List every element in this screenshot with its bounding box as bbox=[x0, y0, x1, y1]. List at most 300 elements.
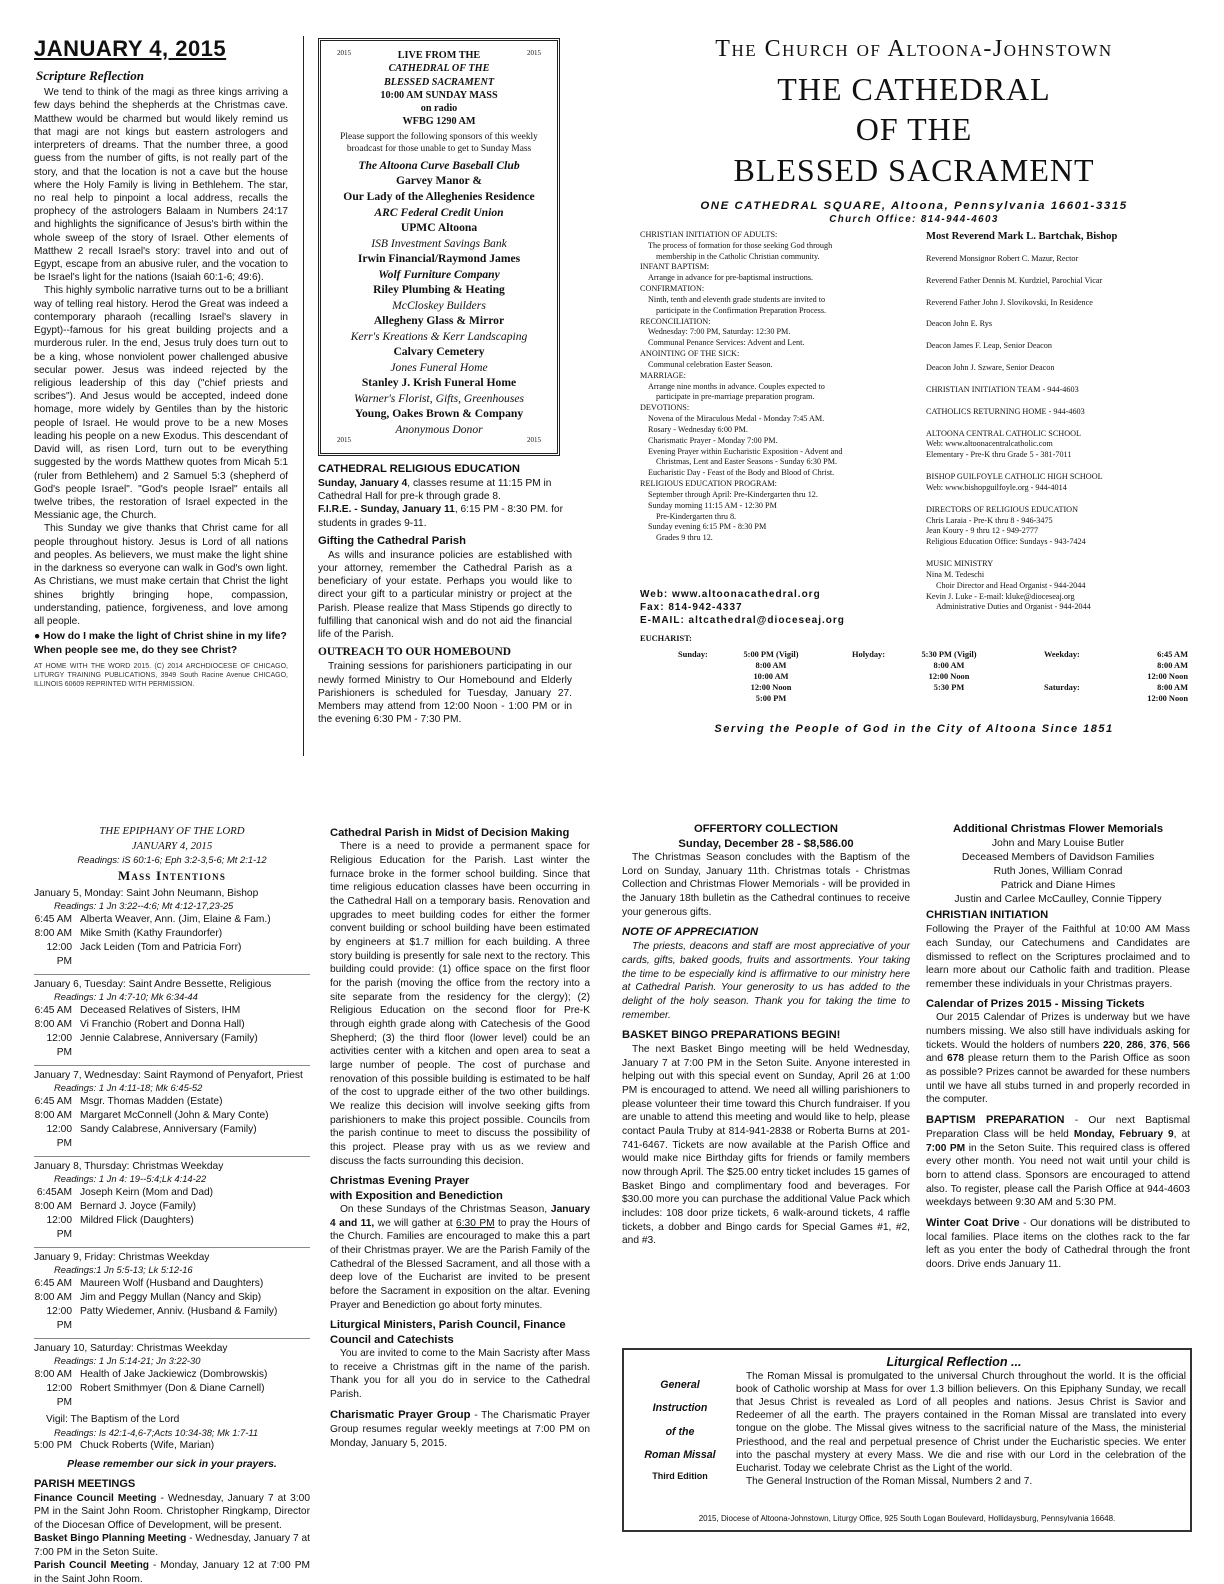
info-heading: ANOINTING OF THE SICK: bbox=[640, 349, 740, 359]
bingo-title: BASKET BINGO PREPARATIONS BEGIN! bbox=[622, 1029, 841, 1042]
info-heading: CHRISTIAN INITIATION OF ADULTS: bbox=[640, 230, 778, 239]
fax-number: Fax: 814-942-4337 bbox=[640, 602, 743, 613]
staff-line: Deacon John E. Rys bbox=[926, 319, 993, 329]
liturgical-source: The General Instruction of the Roman Missal, Numbers 2 and 7. bbox=[746, 1475, 1033, 1487]
info-line: The process of formation for those seeking God through bbox=[648, 240, 833, 250]
intention-text: Jim and Peggy Mullan (Nancy and Skip) bbox=[80, 1291, 262, 1303]
initiation-text: Following the Prayer of the Faithful at 10:00 AM Mass each Sunday, our Catechumens and Candidates are dismissed to reflect on the Scriptures proclaimed and to learn more about our Catholic faith and tradition. Please remember these individuals in your Christmas prayers. bbox=[926, 924, 1190, 990]
intention-day: January 9, Friday: Christmas Weekday bbox=[34, 1251, 210, 1263]
cathedral-name: OF THE bbox=[855, 111, 973, 148]
charismatic-text bbox=[330, 1408, 590, 1450]
coat-drive-title: Winter Coat Drive bbox=[926, 1216, 1020, 1229]
relig-ed-date: Sunday, January 4 bbox=[318, 477, 408, 489]
parish-notices-column bbox=[318, 462, 572, 727]
info-line: Communal celebration Easter Season. bbox=[648, 359, 773, 369]
baptism-text bbox=[926, 1113, 1190, 1210]
office-phone: Church Office: 814-944-4603 bbox=[829, 214, 999, 226]
intention-row bbox=[34, 1123, 310, 1152]
contact-block bbox=[640, 588, 845, 627]
staff-line: Deacon John J. Szware, Senior Deacon bbox=[926, 363, 1055, 373]
staff-group bbox=[926, 298, 1194, 309]
text-run: Our 2015 Calendar of Prizes is underway but we have numbers missing. We also still have individuals asking for tickets. Would the holders of numbers bbox=[926, 1012, 1190, 1051]
flower-name: Deceased Members of Davidson Families bbox=[961, 851, 1155, 863]
sacraments-info bbox=[640, 230, 918, 544]
mass-time: 8:00 AM bbox=[34, 1109, 72, 1121]
staff-line: DIRECTORS OF RELIGIOUS EDUCATION bbox=[926, 504, 1079, 514]
staff-group bbox=[926, 276, 1194, 287]
meeting-item bbox=[34, 1532, 310, 1559]
mass-time: 6:45 AM bbox=[34, 1277, 72, 1289]
staff-line: Jean Koury - 9 thru 12 - 949-2777 bbox=[926, 526, 1039, 536]
intention-day: January 10, Saturday: Christmas Weekday bbox=[34, 1342, 228, 1354]
ministers-text: You are invited to come to the Main Sacristy after Mass to receive a Christmas gift in the name of the parish. Thank you for all you do in service to the Cathedral Parish. bbox=[330, 1348, 590, 1401]
day-readings: Readings:1 Jn 5:5-13; Lk 5:12-16 bbox=[54, 1264, 193, 1276]
mass-time: 8:00 AM bbox=[933, 660, 965, 670]
intention-row bbox=[34, 1291, 310, 1305]
serving-tagline: Serving the People of God in the City of Altoona Since 1851 bbox=[714, 723, 1114, 735]
liturgical-reflection-box bbox=[622, 1348, 1192, 1532]
info-line: Charismatic Prayer - Monday 7:00 PM. bbox=[648, 435, 778, 445]
decision-title: Cathedral Parish in Midst of Decision Making bbox=[330, 827, 570, 839]
staff-group bbox=[926, 385, 1194, 396]
intention-text: Patty Wiedemer, Anniv. (Husband & Family) bbox=[80, 1306, 278, 1318]
meeting-text: - Monday, January 12 at 7:00 PM in the Saint John Room. bbox=[34, 1560, 310, 1584]
sponsor-name: Garvey Manor & bbox=[395, 174, 483, 188]
feast-date: JANUARY 4, 2015 bbox=[131, 840, 213, 853]
broadcast-line: BLESSED SACRAMENT bbox=[383, 76, 495, 88]
info-line: participate in the Confirmation Preparation Process. bbox=[656, 305, 827, 315]
info-heading: RELIGIOUS EDUCATION PROGRAM: bbox=[640, 479, 777, 489]
mass-intentions-column bbox=[34, 824, 310, 1584]
address: ONE CATHEDRAL SQUARE, Altoona, Pennsylvania 16601-3315 bbox=[700, 200, 1128, 213]
reflection-paragraph: We tend to think of the magi as three kings arriving a few days behind the shepherds at the Christmas cave. Matthew would be charmed but would likely remind us that magi are not kings but eastern astrologers and interpreters of dreams. That the number three, a good guess from the number of gifts, is not really part of the story, and that the location is not a cave but the house where the Holy Family is living in Bethlehem. The star, no real help to pinpoint a local address, recalls the prophecy of the astrologers Balaam in Numbers 24:17 and highlights the significance of Jesus's birth within the whole sweep of the story of Israel. Other elements of Matthew 2 recall Israel's story: travel into and out of Egypt, escape from an abusive ruler, and the vocation to be Israel's light for the nations (Isaiah 60:1-6; 49:6). bbox=[34, 87, 288, 284]
info-line: Eucharistic Day - Feast of the Body and Blood of Christ. bbox=[648, 468, 835, 478]
flower-name: Ruth Jones, William Conrad bbox=[993, 865, 1123, 877]
year-mark: 2015 bbox=[337, 49, 351, 57]
intention-text: Health of Jake Jackiewicz (Dombrowskis) bbox=[80, 1368, 268, 1380]
sponsor-name: Kerr's Kreations & Kerr Landscaping bbox=[350, 329, 528, 343]
staff-group bbox=[926, 407, 1194, 418]
ticket-number: 220 bbox=[1103, 1039, 1121, 1051]
initiation-title: CHRISTIAN INITIATION bbox=[926, 909, 1049, 922]
mass-time: 6:45 AM bbox=[1157, 650, 1188, 659]
mass-time: 8:00 AM bbox=[34, 927, 72, 939]
feast-readings: Readings: iS 60:1-6; Eph 3:2-3,5-6; Mt 2:1-12 bbox=[77, 854, 267, 866]
info-line: Sunday evening 6:15 PM - 8:30 PM bbox=[648, 522, 767, 532]
staff-line: Reverend Monsignor Robert C. Mazur, Rector bbox=[926, 253, 1079, 263]
intention-row bbox=[34, 1305, 310, 1334]
feast-title: THE EPIPHANY OF THE LORD bbox=[99, 825, 245, 837]
staff-line: Choir Director and Head Organist - 944-2044 bbox=[936, 580, 1086, 590]
meetings-list bbox=[34, 1492, 310, 1584]
reflection-paragraph: This Sunday we give thanks that Christ came for all people throughout history. Jesus is Lord of all nations and peoples. As believers, we must make the light shine in the darkness so everyone can walk in God's own light. As Christians, we must make certain that Christ the light shines brightly bringing hope, compassion, understanding, patience, forgiveness, and love among all people. bbox=[34, 523, 288, 627]
meeting-text: - Wednesday, January 7 at 7:00 PM in the Seton Suite. bbox=[34, 1533, 310, 1558]
info-line: Communal Penance Services: Advent and Lent. bbox=[648, 338, 805, 348]
intention-row bbox=[34, 927, 310, 941]
ticket-number: 286 bbox=[1126, 1039, 1144, 1051]
scripture-reflection-title: Scripture Reflection bbox=[36, 68, 144, 84]
intention-row bbox=[34, 1095, 310, 1109]
day-readings: Readings: 1 Jn 3:22--4:6; Mt 4:12-17,23-25 bbox=[54, 900, 234, 912]
sponsor-name: ARC Federal Credit Union bbox=[374, 205, 504, 219]
sponsor-name: Allegheny Glass & Mirror bbox=[373, 314, 505, 328]
text-run: January 4 and 11, bbox=[330, 1204, 590, 1229]
mass-time: 5:00 PM bbox=[755, 693, 787, 703]
intention-row bbox=[34, 941, 310, 970]
outreach-title: OUTREACH TO OUR HOMEBOUND bbox=[318, 646, 511, 659]
staff-line: MUSIC MINISTRY bbox=[926, 559, 994, 569]
meeting-text: - Wednesday, January 7 at 3:00 PM in the Saint John Room. Christopher Ringkamp, Director of the Diocesan Office of Development, will be present. bbox=[34, 1492, 311, 1531]
info-line: participate in pre-marriage preparation program. bbox=[656, 392, 815, 402]
intention-row bbox=[34, 1439, 310, 1453]
broadcast-line: 10:00 AM SUNDAY MASS bbox=[380, 89, 498, 101]
flowers-title: Additional Christmas Flower Memorials bbox=[952, 823, 1164, 835]
broadcast-line: LIVE FROM THE bbox=[397, 50, 481, 61]
meeting-item bbox=[34, 1559, 310, 1584]
staff-group bbox=[926, 472, 1194, 494]
intention-text: Sandy Calabrese, Anniversary (Family) bbox=[80, 1124, 257, 1136]
broadcast-line: WFBG 1290 AM bbox=[402, 116, 476, 128]
mass-time: 8:00 AM bbox=[34, 1200, 72, 1212]
ticket-number: 566 bbox=[1173, 1039, 1190, 1051]
day-readings: Readings: 1 Jn 4:11-18; Mk 6:45-52 bbox=[54, 1082, 203, 1094]
day-divider bbox=[34, 1156, 310, 1157]
intention-text: Joseph Keirn (Mom and Dad) bbox=[80, 1186, 214, 1198]
info-line: membership in the Catholic Christian community. bbox=[656, 251, 820, 261]
info-heading: DEVOTIONS: bbox=[640, 403, 690, 413]
web-link[interactable]: Web: www.altoonacathedral.org bbox=[640, 589, 821, 600]
sponsor-name: McCloskey Builders bbox=[392, 298, 486, 312]
liturgical-title: Liturgical Reflection ... bbox=[886, 1355, 1022, 1369]
relig-ed-date: F.I.R.E. - Sunday, January 11 bbox=[318, 504, 455, 516]
meeting-title: Parish Council Meeting bbox=[34, 1560, 150, 1572]
saturday-label: Saturday: bbox=[1044, 683, 1080, 692]
mass-time: 5:00 PM (Vigil) bbox=[743, 650, 799, 659]
mass-time: 12:00 PM bbox=[46, 1215, 72, 1241]
offertory-title: OFFERTORY COLLECTION bbox=[694, 823, 838, 835]
meetings-title: PARISH MEETINGS bbox=[34, 1478, 136, 1491]
staff-line: Web: www.bishopguilfoyle.org - 944-4014 bbox=[926, 482, 1067, 492]
mass-time: 12:00 PM bbox=[46, 1033, 72, 1059]
text-run: - Our donations will be distributed to local families. Place items on the clothes rack to the far left as you enter the body of Cathedral through the front doors. Drive ends January 11. bbox=[926, 1217, 1190, 1270]
column-divider bbox=[303, 36, 304, 756]
intention-row bbox=[34, 1186, 310, 1200]
info-line: Wednesday: 7:00 PM, Saturday: 12:30 PM. bbox=[648, 327, 791, 337]
offertory-text: The Christmas Season concludes with the Baptism of the Lord on Sunday, January 11th. Christmas totals - Christmas Collection and Christmas Flower Memorials - will be provided in the January 18th bulletin as the Cathedral continues to receive your generous gifts. bbox=[622, 852, 910, 918]
text-run: - Our next Baptismal Preparation Class will be held bbox=[926, 1115, 1190, 1140]
ministers-title: Liturgical Ministers, Parish Council, Finance Council and Catechists bbox=[330, 1319, 566, 1346]
intention-text: Margaret McConnell (John & Mary Conte) bbox=[80, 1109, 269, 1121]
mass-time: 12:00 Noon bbox=[750, 682, 792, 692]
intention-row bbox=[34, 1214, 310, 1243]
staff-line: CHRISTIAN INITIATION TEAM - 944-4603 bbox=[926, 384, 1079, 394]
info-line: Rosary - Wednesday 6:00 PM. bbox=[648, 424, 748, 434]
intention-text: Alberta Weaver, Ann. (Jim, Elaine & Fam.) bbox=[80, 913, 271, 925]
staff-group bbox=[926, 341, 1194, 352]
intention-text: Jennie Calabrese, Anniversary (Family) bbox=[80, 1033, 258, 1045]
staff-group bbox=[926, 363, 1194, 374]
meeting-title: Finance Council Meeting bbox=[34, 1492, 157, 1504]
eucharist-schedule bbox=[640, 634, 1190, 703]
side-line: General bbox=[660, 1379, 700, 1391]
mass-time: 12:00 Noon bbox=[928, 671, 970, 681]
flower-name: Patrick and Diane Himes bbox=[1000, 879, 1116, 891]
staff-line: Nina M. Tedeschi bbox=[926, 569, 985, 579]
relig-ed-text: , classes resume at 11:15 PM in Cathedral Hall for pre-k through grade 8. bbox=[318, 477, 552, 503]
mass-time: 6:45 AM bbox=[34, 1004, 72, 1016]
info-line: Arrange nine months in advance. Couples expected to bbox=[648, 381, 825, 391]
side-line: of the bbox=[665, 1425, 695, 1438]
announcements-column bbox=[926, 822, 1190, 1272]
text-run: please return them to the Parish Office as soon as possible? Prizes cannot be awarded for these numbers until we have all stubs turned in and properly recorded in the computer. bbox=[926, 1053, 1190, 1106]
info-line: Pre-Kindergarten thru 8. bbox=[656, 511, 737, 521]
staff-line: CATHOLICS RETURNING HOME - 944-4603 bbox=[926, 406, 1085, 416]
mass-time: 8:00 AM bbox=[1157, 683, 1188, 692]
side-line: Instruction bbox=[652, 1402, 708, 1415]
day-divider bbox=[34, 1338, 310, 1339]
intention-text: Jack Leiden (Tom and Patricia Forr) bbox=[80, 942, 242, 954]
vigil-readings: Readings: Is 42:1-4,6-7;Acts 10:34-38; Mk 1:7-11 bbox=[54, 1426, 259, 1438]
saturday-times bbox=[1092, 683, 1188, 705]
intention-day: January 7, Wednesday: Saint Raymond of Penyafort, Priest bbox=[34, 1069, 303, 1081]
relig-ed-text: , 6:15 PM - 8:30 PM. for students in grades 9-11. bbox=[318, 504, 563, 529]
mass-intentions-title: Mass Intentions bbox=[117, 867, 227, 883]
staff-line: Chris Laraia - Pre-K thru 8 - 946-3475 bbox=[926, 515, 1053, 525]
ticket-number: 376 bbox=[1149, 1039, 1167, 1051]
mass-time: 6:45 AM bbox=[34, 913, 72, 925]
year-mark: 2015 bbox=[527, 49, 541, 57]
intention-row bbox=[34, 1200, 310, 1214]
relig-ed-line bbox=[318, 477, 572, 504]
intention-text: Chuck Roberts (Wife, Marian) bbox=[80, 1440, 215, 1452]
mass-time: 8:00 AM bbox=[755, 660, 787, 670]
masthead bbox=[640, 34, 1188, 227]
mass-time: 6:45 AM bbox=[34, 1095, 72, 1107]
sponsor-name: Calvary Cemetery bbox=[393, 345, 485, 359]
text-run: , at bbox=[1173, 1128, 1190, 1140]
flower-name: John and Mary Louise Butler bbox=[991, 837, 1125, 849]
sponsor-list bbox=[327, 158, 551, 438]
staff-line: BISHOP GUILFOYLE CATHOLIC HIGH SCHOOL bbox=[926, 472, 1103, 482]
cathedral-name: BLESSED SACRAMENT bbox=[733, 151, 1095, 188]
question-text: How do I make the light of Christ shine in my life? When people see me, do they see Christ? bbox=[34, 631, 287, 656]
info-heading: MARRIAGE: bbox=[640, 370, 686, 380]
intention-text: Mike Smith (Kathy Fraundorfer) bbox=[80, 927, 223, 939]
sick-reminder: Please remember our sick in your prayers. bbox=[67, 1458, 277, 1470]
intention-row bbox=[34, 1382, 310, 1411]
intention-row bbox=[34, 1368, 310, 1382]
calendar-title: Calendar of Prizes 2015 - Missing Tickets bbox=[926, 997, 1145, 1010]
intention-day: January 8, Thursday: Christmas Weekday bbox=[34, 1160, 224, 1172]
intention-text: Deceased Relatives of Sisters, IHM bbox=[80, 1004, 241, 1016]
sponsor-name: The Altoona Curve Baseball Club bbox=[358, 158, 520, 172]
copyright-notice: AT HOME WITH THE WORD 2015. (C) 2014 ARCHDIOCESE OF CHICAGO, LITURGY TRAINING PUBLICATIONS, 3949 South Racine Avenue CHICAGO, ILLINOIS 60609 REPRINTED WITH PERMISSION. bbox=[34, 663, 288, 688]
mass-time: 8:00 AM bbox=[34, 1291, 72, 1303]
bulletin-date: JANUARY 4, 2015 bbox=[34, 36, 227, 61]
email-link[interactable]: E-MAIL: altcathedral@dioceseaj.org bbox=[640, 615, 845, 626]
weekday-times bbox=[1092, 650, 1188, 683]
staff-line: Deacon James F. Leap, Senior Deacon bbox=[926, 341, 1052, 351]
staff-group bbox=[926, 319, 1194, 330]
mass-time: 8:00 AM bbox=[34, 1368, 72, 1380]
intention-row bbox=[34, 1004, 310, 1018]
weekday-label: Weekday: bbox=[1044, 650, 1080, 659]
intention-row bbox=[34, 913, 310, 927]
sponsor-name: ISB Investment Savings Bank bbox=[371, 236, 507, 250]
sponsor-name: Riley Plumbing & Heating bbox=[373, 283, 505, 297]
sponsor-name: UPMC Altoona bbox=[400, 221, 478, 235]
sponsor-name: Stanley J. Krish Funeral Home bbox=[361, 376, 517, 390]
staff-line: ALTOONA CENTRAL CATHOLIC SCHOOL bbox=[926, 428, 1082, 438]
year-mark: 2015 bbox=[527, 435, 541, 444]
info-line: Arrange in advance for pre-baptismal instructions. bbox=[648, 273, 814, 283]
evening-prayer-title: Christmas Evening Prayer bbox=[330, 1175, 470, 1188]
ticket-number: 678 bbox=[947, 1053, 964, 1065]
intention-text: Vi Franchio (Robert and Donna Hall) bbox=[80, 1018, 245, 1030]
mass-time: 12:00 Noon bbox=[1147, 693, 1188, 703]
baptism-title: BAPTISM PREPARATION bbox=[926, 1114, 1065, 1127]
sponsor-note: Please support the following sponsors of this weekly broadcast for those unable to get to Sunday Mass bbox=[340, 131, 538, 154]
appreciation-title: NOTE OF APPRECIATION bbox=[622, 926, 759, 939]
broadcast-line: CATHEDRAL OF THE bbox=[388, 63, 490, 75]
info-line: Christmas, Lent and Easter Seasons - Sunday 6:30 PM. bbox=[656, 457, 838, 467]
intention-days bbox=[34, 887, 310, 1411]
missal-side-title bbox=[630, 1374, 730, 1487]
info-heading: INFANT BAPTISM: bbox=[640, 262, 710, 272]
info-line: September through April: Pre-Kindergarten thru 12. bbox=[648, 489, 818, 499]
cathedral-name: THE CATHEDRAL bbox=[777, 70, 1051, 107]
info-heading: RECONCILIATION: bbox=[640, 316, 711, 326]
day-divider bbox=[34, 1247, 310, 1248]
sponsor-name: Anonymous Donor bbox=[395, 422, 483, 436]
holyday-label: Holyday: bbox=[852, 650, 886, 659]
staff-directory bbox=[926, 230, 1194, 624]
broadcast-line: on radio bbox=[420, 103, 458, 114]
intention-day: January 5, Monday: Saint John Neumann, Bishop bbox=[34, 887, 259, 899]
mass-time: 10:00 AM bbox=[753, 671, 789, 681]
staff-group bbox=[926, 429, 1194, 461]
radio-sponsors-box bbox=[318, 38, 560, 456]
offertory-column bbox=[622, 822, 910, 1248]
coat-drive-text bbox=[926, 1216, 1190, 1272]
intention-text: Msgr. Thomas Madden (Estate) bbox=[80, 1095, 223, 1107]
sunday-label: Sunday: bbox=[678, 650, 708, 659]
text-run: - The Charismatic Prayer Group resumes regular weekly meetings at 7:00 PM on Monday, January 5, 2015. bbox=[330, 1409, 590, 1449]
text-run: in the Seton Suite. This required class is offered every other month. You need not wait until your child is born to attend class. Sponsors are encouraged to attend also. To register, please call the Parish Office at 944-4603 weekdays between 9:30 AM and 5:30 PM. bbox=[926, 1142, 1190, 1209]
flower-name: Justin and Carlee McCaulley, Connie Tippery bbox=[954, 893, 1162, 905]
eucharist-label: EUCHARIST: bbox=[640, 634, 692, 643]
offertory-amount: Sunday, December 28 - $8,586.00 bbox=[678, 837, 854, 850]
evening-prayer-subtitle: with Exposition and Benediction bbox=[330, 1189, 503, 1202]
text-run: we will gather at bbox=[374, 1217, 457, 1229]
intention-text: Maureen Wolf (Husband and Daughters) bbox=[80, 1277, 264, 1289]
mass-time: 8:00 AM bbox=[34, 1018, 72, 1030]
day-readings: Readings: 1 Jn 4:7-10; Mk 6:34-44 bbox=[54, 991, 198, 1003]
reflection-paragraph: This highly symbolic narrative turns out to be a brilliant way of telling real history. Herod the Great was indeed a contemporary pharaoh (recalling Israel's slavery in Egypt)--famous for his great building projects and a murderous ruler. In the end, Jesus truly does turn out to be a king, whose nonviolent power challenged abusive secular power. Jesus was indeed rejected by the religious leadership of this day ("chief priests and scribes"). And Jesus would be accepted, indeed done homage, more widely by Gentiles than by the historic people of Israel. He would prove to be a new Moses leading his people on a new Exodus. This descendant of David will, as risen Lord, turn out to be everything suggested by the words Matthew quotes from Micah 5:1 (ruler from Bethlehem) and 2 Samuel 5:3 (shepherd of God's people Israel". "God's people Israel" entails all twelve tribes, the restoration of Israel expected in the Messianic age, the Church. bbox=[34, 285, 288, 522]
scripture-reflection-column bbox=[34, 34, 288, 689]
info-line: Novena of the Miraculous Medal - Monday 7:45 AM. bbox=[648, 414, 825, 424]
relig-ed-title: CATHEDRAL RELIGIOUS EDUCATION bbox=[318, 463, 520, 475]
bullet-icon: ● bbox=[34, 631, 44, 643]
intention-text: Bernard J. Joyce (Family) bbox=[80, 1200, 197, 1212]
staff-groups bbox=[926, 254, 1194, 613]
mass-time: 12:00 Noon bbox=[1147, 671, 1188, 681]
sponsor-name: Our Lady of the Alleghenies Residence bbox=[343, 190, 535, 203]
staff-line: Religious Education Office: Sundays - 943-7424 bbox=[926, 537, 1086, 547]
year-mark: 2015 bbox=[337, 435, 351, 444]
intention-row bbox=[34, 1018, 310, 1032]
bishop-name: Most Reverend Mark L. Bartchak, Bishop bbox=[926, 231, 1118, 242]
sponsor-name: Warner's Florist, Gifts, Greenhouses bbox=[353, 391, 525, 405]
mass-time: 6:45AM bbox=[36, 1186, 72, 1198]
mass-time: 12:00 PM bbox=[46, 1306, 72, 1332]
staff-line: Elementary - Pre-K thru Grade 5 - 381-7011 bbox=[926, 450, 1072, 460]
mass-time: 12:00 PM bbox=[46, 1124, 72, 1150]
intention-row bbox=[34, 1277, 310, 1291]
intention-text: Robert Smithmyer (Don & Diane Carnell) bbox=[80, 1382, 265, 1394]
sponsor-name: Irwin Financial/Raymond James bbox=[357, 252, 521, 266]
day-divider bbox=[34, 1065, 310, 1066]
mass-time: 12:00 PM bbox=[46, 942, 72, 968]
side-line: Third Edition bbox=[652, 1471, 708, 1482]
relig-ed-line bbox=[318, 503, 572, 530]
staff-group bbox=[926, 559, 1194, 613]
text-run: 6:30 PM bbox=[456, 1217, 495, 1229]
staff-line: Reverend Father Dennis M. Kurdziel, Parochial Vicar bbox=[926, 275, 1103, 285]
text-run: Monday, February 9 bbox=[1073, 1128, 1174, 1140]
vigil-title: Vigil: The Baptism of the Lord bbox=[46, 1414, 180, 1426]
day-readings: Readings: 1 Jn 5:14-21; Jn 3:22-30 bbox=[54, 1355, 201, 1367]
gifting-text: As wills and insurance policies are established with your attorney, remember the Cathedral Parish as a beneficiary of your estate. Perhaps you would like to direct your gift to a particular ministry or project at the Parish. Please realize that Mass Stipends go directly to fulfilling that canonical wish and do not aid the financial life of the Parish. bbox=[318, 549, 572, 641]
outreach-text: Training sessions for parishioners participating in our newly formed Ministry to Our Homebound and Elderly Parishioners is scheduled for Tuesday, January 27. Members may attend from 12:00 Noon - 1:00 PM or in the evening 6:30 PM - 7:30 PM. bbox=[318, 661, 572, 726]
parish-news-column bbox=[330, 826, 590, 1450]
day-divider bbox=[34, 974, 310, 975]
charismatic-title: Charismatic Prayer Group bbox=[330, 1408, 471, 1421]
appreciation-text: The priests, deacons and staff are most appreciative of your cards, gifts, baked goods, fruits and assortments. Your taking the time to be especially kind is affirmative to our ministry here at Cathedral Parish. Your generosity to us has added to the delight of the holy season. Thank you for taking the time to remember. bbox=[622, 941, 910, 1021]
info-line: Evening Prayer within Eucharistic Exposition - Advent and bbox=[648, 446, 843, 456]
holyday-times bbox=[894, 650, 1004, 694]
staff-line: Web: www.altoonacentralcatholic.com bbox=[926, 439, 1053, 449]
intention-text: Mildred Flick (Daughters) bbox=[80, 1215, 194, 1227]
sponsor-name: Jones Funeral Home bbox=[390, 360, 488, 374]
church-name: The Church of Altoona-Johnstown bbox=[715, 36, 1113, 62]
text-run: 7:00 PM bbox=[926, 1142, 966, 1154]
mass-time: 5:30 PM (Vigil) bbox=[921, 650, 977, 659]
info-line: Grades 9 thru 12. bbox=[656, 533, 713, 543]
sponsor-name: Wolf Furniture Company bbox=[378, 267, 500, 281]
sponsor-name: Young, Oakes Brown & Company bbox=[354, 407, 524, 421]
side-line: Roman Missal bbox=[644, 1448, 716, 1461]
info-line: Sunday morning 11:15 AM - 12:30 PM bbox=[648, 500, 777, 510]
day-readings: Readings: 1 Jn 4: 19--5:4;Lk 4:14-22 bbox=[54, 1173, 207, 1185]
evening-prayer-text bbox=[330, 1203, 590, 1312]
staff-line: Kevin J. Luke - E-mail: kluke@dioceseaj.org bbox=[926, 591, 1075, 601]
bingo-text: The next Basket Bingo meeting will be held Wednesday, January 7 at 7:00 PM in the Seton Suite. Anyone interested in helping out with this special event on Sunday, April 26 at 1:00 PM is encouraged to attend. We need all willing parishioners to please volunteer their time toward this Church fundraiser. If you are unable to attend this meeting and would like to help, please contact Paula Truby at 814-941-2838 or Roberta Burns at 201-741-6467. Tickets are now available at the Parish Office and would make nice Birthday gifts for friends or family members now through April. The $25.00 entry ticket includes 15 games of Basket Bingo and complimentary food and beverages. For $30.00 more you can purchase the additional Value Pack which includes: 108 door prize tickets, 6 walk-around tickets, 4 raffle tickets, a dobber and Bingo cards for Special Games #1, #2, and #3. bbox=[622, 1044, 910, 1247]
mass-time: 8:00 AM bbox=[1157, 660, 1188, 670]
liturgical-text: The Roman Missal is promulgated to the universal Church throughout the world. It is the official book of Catholic worship at Mass for over 1.3 billion believers. On this Epiphany Sunday, we recall that Jesus Christ is revealed as Lord of all peoples and nations. Jesus Christ is Savior and Redeemer of all the earth. The prayers contained in the Roman Missal are translated into every tongue on the globe. The Missal gives witness to the sacrificial nature of the Mass, the ministerial Priesthood, and the real and perpetual presence of Christ under the Eucharistic species. We enter into the paschal mystery at every Mass. We die and rise with our Lord in the celebration of the Eucharist. Today we celebrate Christ as the Light of the world. bbox=[736, 1371, 1186, 1474]
meeting-item bbox=[34, 1492, 310, 1532]
mass-time: 5:30 PM bbox=[933, 682, 965, 692]
meeting-title: Basket Bingo Planning Meeting bbox=[34, 1533, 187, 1545]
text-run: to pray the Hours of the Church. Families are encouraged to make this a part of their Christmas prayer. We are the Parish Family of the Cathedral of the Blessed Sacrament, and all those with a deep love of the Eucharist are invited to be present before the Sacrament in exposition on the altar. Evening Prayer and Benediction go about forty minutes. bbox=[330, 1217, 590, 1311]
sunday-times bbox=[716, 650, 826, 705]
calendar-text: Our 2015 Calendar of Prizes is underway but we have numbers missing. We also still have individuals asking for tickets. Would the holders of numbers 220, 286, 376, 566 and 678 please return them to the Parish Office as soon as possible? Prizes cannot be awarded for these numbers until we have all stubs turned in and properly recorded in the computer. bbox=[926, 1012, 1190, 1106]
intention-row bbox=[34, 1109, 310, 1123]
mass-time: 12:00 PM bbox=[46, 1382, 72, 1409]
liturgical-footer: 2015, Diocese of Altoona-Johnstown, Liturgy Office, 925 South Logan Boulevard, Hollidaysburg, Pennsylvania 16648. bbox=[698, 1514, 1116, 1523]
info-line: Ninth, tenth and eleventh grade students are invited to bbox=[648, 294, 826, 304]
staff-group bbox=[926, 254, 1194, 265]
